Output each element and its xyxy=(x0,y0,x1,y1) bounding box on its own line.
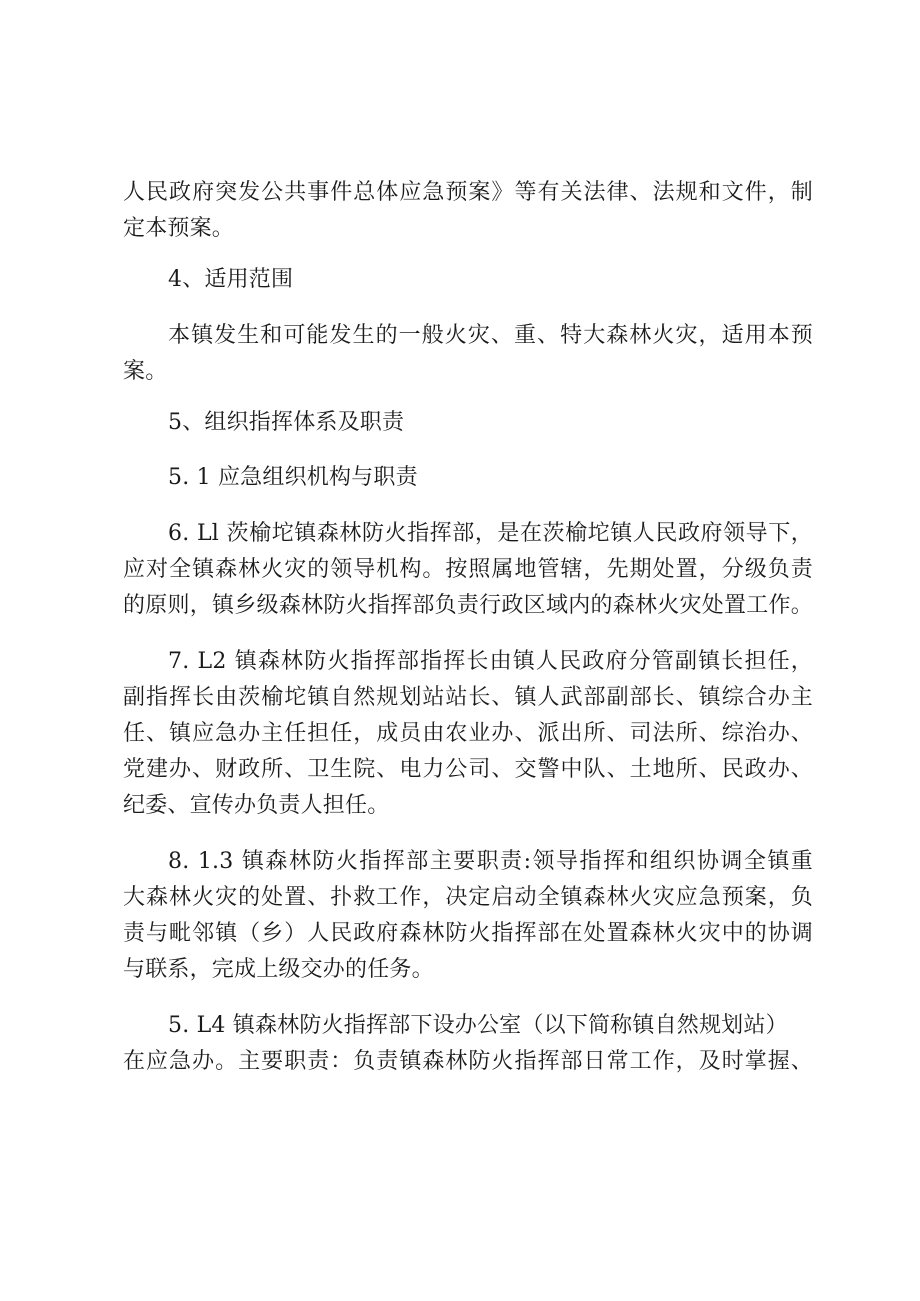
paragraph-line: 7. L2 镇森林防火指挥部指挥长由镇人民政府分管副镇长担任， xyxy=(168,649,813,674)
paragraph-line: 党建办、财政所、卫生院、电力公司、交警中队、土地所、民政办、 xyxy=(123,757,813,782)
paragraph-line: 任、镇应急办主任担任，成员由农业办、派出所、司法所、综治办、 xyxy=(123,721,813,746)
paragraph-line: 5. L4 镇森林防火指挥部下设办公室（以下简称镇自然规划站） xyxy=(168,1013,788,1038)
paragraph-line: 在应急办。主要职责：负责镇森林防火指挥部日常工作，及时掌握、 xyxy=(123,1049,813,1074)
paragraph-line: 案。 xyxy=(123,359,168,384)
paragraph-line: 大森林火灾的处置、扑救工作，决定启动全镇森林火灾应急预案，负 xyxy=(123,885,813,910)
section-heading-4: 4、适用范围 xyxy=(168,267,294,292)
subsection-heading-5-1: 5. 1 应急组织机构与职责 xyxy=(168,465,418,490)
paragraph-line: 应对全镇森林火灾的领导机构。按照属地管辖，先期处置，分级负责 xyxy=(123,557,813,582)
paragraph-line: 人民政府突发公共事件总体应急预案》等有关法律、法规和文件，制 xyxy=(123,180,813,205)
paragraph-line: 与联系，完成上级交办的任务。 xyxy=(123,957,434,982)
section-heading-5: 5、组织指挥体系及职责 xyxy=(168,410,405,435)
paragraph-line: 副指挥长由茨榆坨镇自然规划站站长、镇人武部副部长、镇综合办主 xyxy=(123,685,813,710)
paragraph-line: 纪委、宣传办负责人担任。 xyxy=(123,793,390,818)
paragraph-line: 责与毗邻镇（乡）人民政府森林防火指挥部在处置森林火灾中的协调 xyxy=(123,921,813,946)
paragraph-line: 8. 1.3 镇森林防火指挥部主要职责:领导指挥和组织协调全镇重 xyxy=(168,849,813,874)
paragraph-line: 6. Ll 茨榆坨镇森林防火指挥部，是在茨榆坨镇人民政府领导下， xyxy=(168,521,813,546)
paragraph-line: 定本预案。 xyxy=(123,216,235,241)
paragraph-line: 的原则，镇乡级森林防火指挥部负责行政区域内的森林火灾处置工作。 xyxy=(123,593,813,618)
paragraph-line: 本镇发生和可能发生的一般火灾、重、特大森林火灾，适用本预 xyxy=(168,323,813,348)
